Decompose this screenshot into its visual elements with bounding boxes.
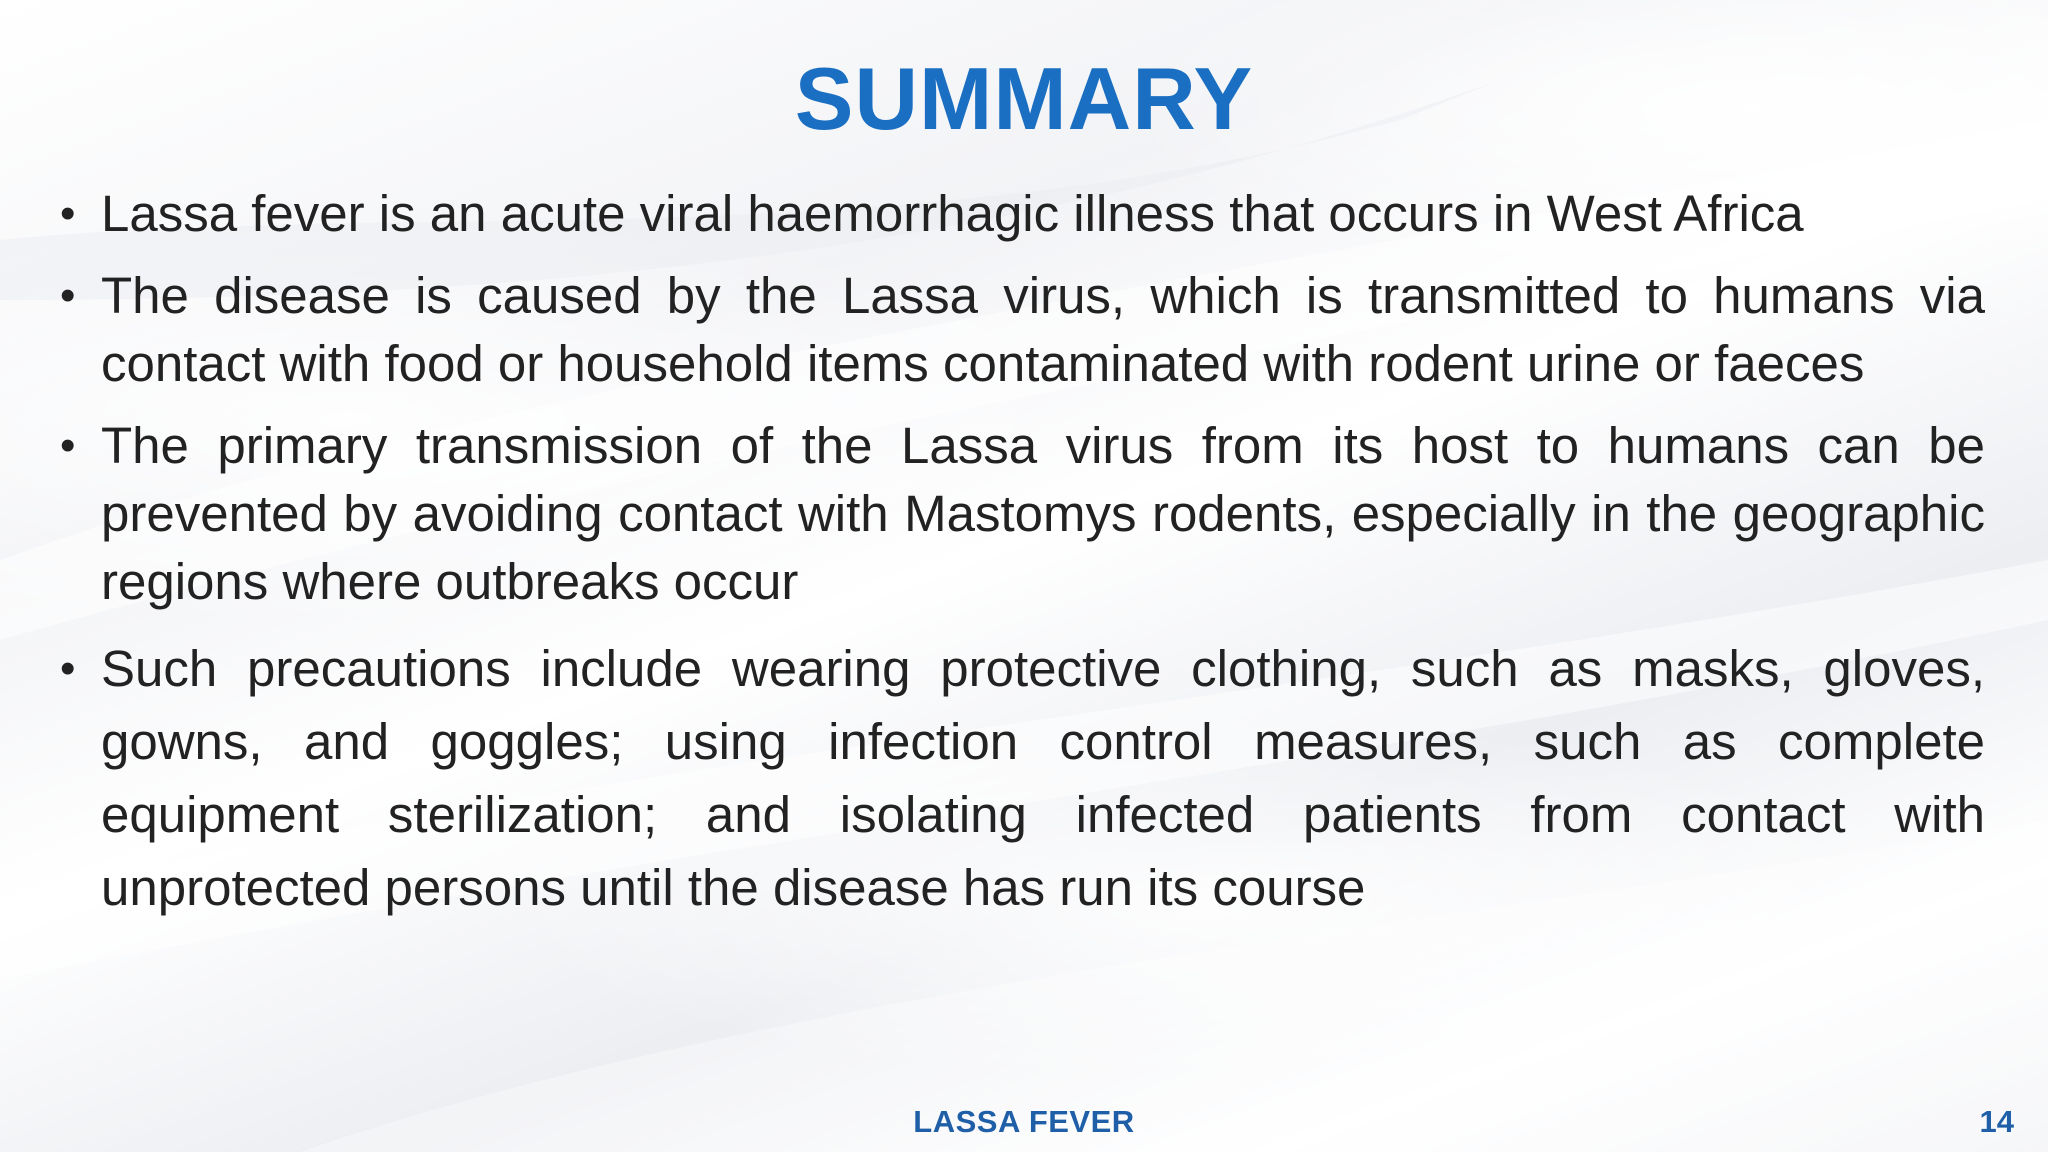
- bullet-item: [60, 412, 1985, 616]
- bullet-text: Such precautions include wearing protective clothing, such as masks, gloves, gowns, and goggles; using infection control measures, such as complete equipment sterilization; and isolating infected patients from contact with unprotected persons until the disease has run its course: [101, 640, 1985, 916]
- bullet-dot: •: [60, 271, 76, 320]
- bullet-dot: •: [60, 644, 76, 693]
- slide-title: SUMMARY: [794, 49, 1254, 148]
- bullet-text: The primary transmission of the Lassa virus from its host to humans can be prevented by avoiding contact with Mastomys rodents, especially in the geographic regions where outbreaks occur: [101, 417, 1985, 610]
- bullet-item: [60, 180, 1985, 248]
- footer-title: LASSA FEVER: [913, 1104, 1135, 1139]
- page-number: 14: [1979, 1104, 2014, 1139]
- bullet-text: The disease is caused by the Lassa virus, which is transmitted to humans via contact with food or household items contaminated with rodent urine or faeces: [101, 267, 1985, 392]
- bullet-item: [60, 632, 1985, 924]
- bullet-text: Lassa fever is an acute viral haemorrhagic illness that occurs in West Africa: [101, 185, 1804, 242]
- bullet-list: [60, 180, 1985, 938]
- bullet-dot: •: [60, 189, 76, 238]
- bullet-item: [60, 262, 1985, 398]
- bullet-dot: •: [60, 421, 76, 470]
